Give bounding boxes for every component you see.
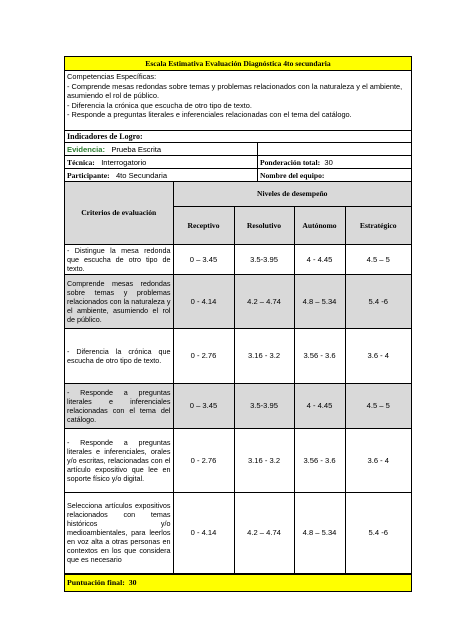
- competencia-item: - Diferencia la crónica que escucha de otro tipo de texto.: [67, 100, 252, 110]
- value-cell: 5.4 -6: [345, 274, 411, 328]
- value-cell: 3.56 - 3.6: [294, 328, 345, 383]
- ponderacion-label: Ponderación total:: [260, 158, 321, 167]
- competencias-section: [65, 71, 411, 131]
- level-header: Receptivo: [173, 206, 234, 244]
- value-cell: 3.56 - 3.6: [294, 428, 345, 492]
- value-cell: 4 - 4.45: [294, 383, 345, 428]
- criteria-table-wrapper: [65, 182, 411, 575]
- level-header: Autónomo: [294, 206, 345, 244]
- value-cell: 3.6 - 4: [345, 328, 411, 383]
- table-row: [65, 274, 411, 328]
- value-cell: 0 - 4.14: [173, 492, 234, 573]
- value-cell: 3.5-3.95: [234, 383, 294, 428]
- participante-label: Participante:: [67, 171, 110, 180]
- value-cell: 4.2 – 4.74: [234, 274, 294, 328]
- equipo-label: Nombre del equipo:: [260, 171, 325, 180]
- value-cell: 4.5 – 5: [345, 383, 411, 428]
- tecnica-value: Interrogatorio: [101, 158, 147, 167]
- value-cell: 4.2 – 4.74: [234, 492, 294, 573]
- criterio-cell: - Responde a preguntas literales e inferenciales, orales y/o escritas, relacionadas con el artículo expositivo que lee en soporte físico y/o digital.: [65, 428, 173, 492]
- puntuacion-label: Puntuación final:: [67, 577, 125, 587]
- criterio-cell: Selecciona artículos expositivos relacionados con temas históricos y/o medioambientales, para leerlos en voz alta a otras personas en contextos en los que considera que es necesario: [65, 492, 173, 573]
- evidencia-row: [65, 143, 411, 156]
- table-row: [65, 492, 411, 573]
- criterio-cell: - Diferencia la crónica que escucha de otro tipo de texto.: [65, 328, 173, 383]
- indicadores-label: Indicadores de Logro:: [65, 131, 411, 143]
- evidencia-label: Evidencia:: [67, 145, 105, 154]
- table-row: [65, 383, 411, 428]
- value-cell: 0 - 2.76: [173, 428, 234, 492]
- value-cell: 0 - 4.14: [173, 274, 234, 328]
- table-row: [65, 328, 411, 383]
- criterios-header: Criterios de evaluación: [65, 182, 173, 244]
- value-cell: 3.16 - 3.2: [234, 428, 294, 492]
- document-title: Escala Estimativa Evaluación Diagnóstica 4to secundaria: [65, 57, 411, 71]
- competencia-item: - Responde a preguntas literales e inferenciales relacionadas con el tema del catálogo.: [67, 110, 352, 120]
- value-cell: 4.8 – 5.34: [294, 274, 345, 328]
- value-cell: 4.5 – 5: [345, 244, 411, 274]
- participante-value: 4to Secundaria: [115, 171, 168, 180]
- table-row: [65, 428, 411, 492]
- value-cell: 4.8 – 5.34: [294, 492, 345, 573]
- criterio-cell: - Responde a preguntas literales e inferenciales relacionadas con el tema del catálogo.: [65, 383, 173, 428]
- tecnica-label: Técnica:: [67, 158, 95, 167]
- criterio-cell: - Distingue la mesa redonda que escucha de otro tipo de texto.: [65, 244, 173, 274]
- value-cell: 5.4 -6: [345, 492, 411, 573]
- value-cell: 4 - 4.45: [294, 244, 345, 274]
- puntuacion-value: 30: [128, 577, 137, 587]
- value-cell: 3.6 - 4: [345, 428, 411, 492]
- value-cell: 3.5-3.95: [234, 244, 294, 274]
- ponderacion-value: 30: [324, 158, 333, 167]
- level-header: Estratégico: [345, 206, 411, 244]
- evidencia-value: Prueba Escrita: [111, 145, 162, 154]
- competencias-heading: Competencias Específicas:: [67, 72, 157, 81]
- tecnica-row: [65, 156, 411, 169]
- criterio-cell: Comprende mesas redondas sobre temas y problemas relacionados con la naturaleza y el ambiente, asumiendo el rol de público.: [65, 274, 173, 328]
- competencia-item: - Comprende mesas redondas sobre temas y problemas relacionados con la naturaleza y el ambiente, asumiendo el rol de público.: [67, 81, 403, 101]
- level-header: Resolutivo: [234, 206, 294, 244]
- value-cell: 0 – 3.45: [173, 244, 234, 274]
- evaluation-sheet: [64, 56, 412, 592]
- value-cell: 0 - 2.76: [173, 328, 234, 383]
- puntuacion-row: [65, 575, 411, 591]
- table-row: [65, 244, 411, 274]
- criteria-table: [65, 182, 411, 574]
- participante-row: [65, 169, 411, 182]
- value-cell: 0 – 3.45: [173, 383, 234, 428]
- value-cell: 3.16 - 3.2: [234, 328, 294, 383]
- niveles-header: Niveles de desempeño: [173, 182, 411, 206]
